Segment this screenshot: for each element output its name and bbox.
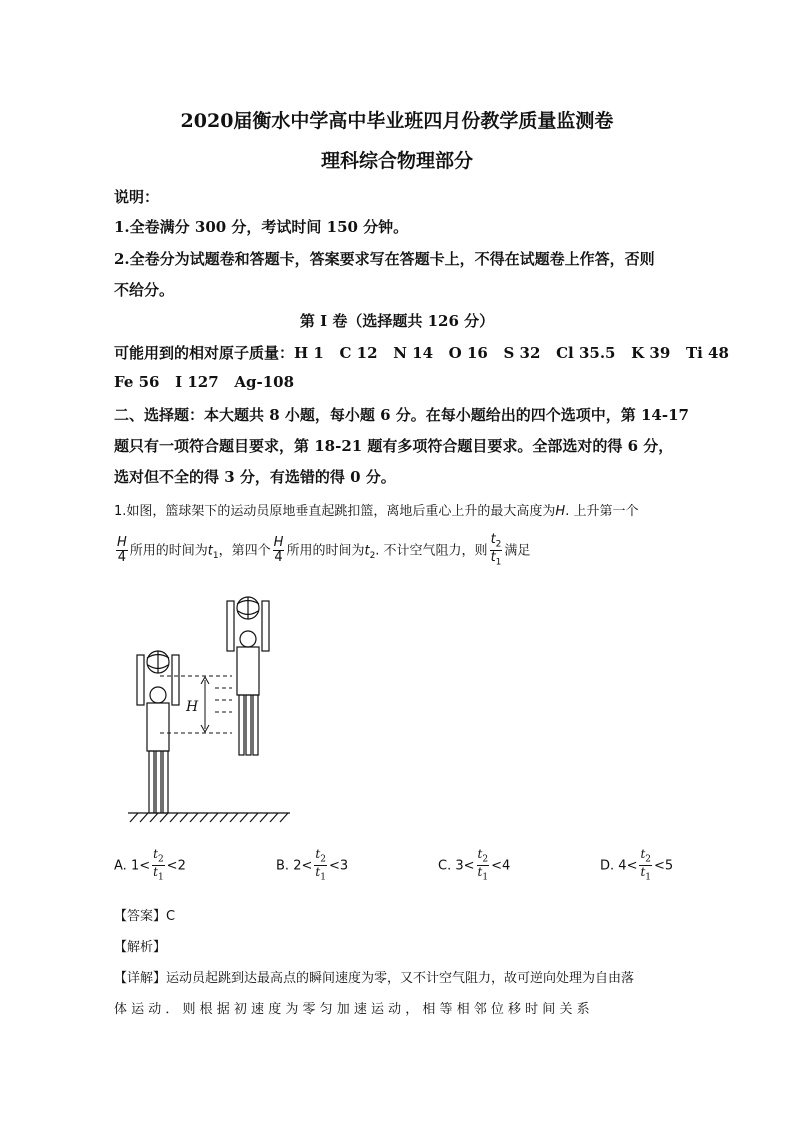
fraction-h-over-4: $\frac{H}{4}$: [117, 535, 127, 566]
answer-line: [114, 905, 175, 924]
atomic-mass-line1: 可能用到的相对原子质量：H 1 C 12 N 14 O 16 S 32 Cl 35.5 K 39 Ti 48: [114, 344, 729, 362]
detail-line1: 【详解】运动员起跳到达最高点的瞬间速度为零，又不计空气阻力，故可逆向处理为自由落: [114, 971, 635, 986]
ground-hatching: [130, 813, 288, 822]
option-c[interactable]: C. 3< $\frac{t_2}{t_1}$ <4: [438, 847, 511, 883]
height-arrow: [201, 677, 209, 732]
basketball-jump-figure: [120, 590, 300, 825]
fraction-t2-over-t1: $\frac{t_2}{t_1}$: [490, 532, 502, 569]
note-item-1: 1.全卷满分 300 分，考试时间 150 分钟。: [114, 218, 409, 236]
section-heading: 第 I 卷（选择题共 126 分）: [299, 312, 495, 330]
page-title: 2020届衡水中学高中毕业班四月份教学质量监测卷: [180, 110, 614, 132]
athlete-standing: [137, 651, 179, 813]
notes-label: 说明：: [114, 188, 160, 206]
analysis-label: 【解析】: [114, 940, 167, 955]
note-item-2-line2: 不给分。: [114, 281, 175, 299]
detail-line2: 体 运 动 ． 则 根 据 初 速 度 为 零 匀 加 速 运 动 ， 相 等 相 邻 位 移 时 间 关 系: [114, 1002, 590, 1017]
answer-label: 【答案】: [114, 909, 167, 924]
question-line1: 1.如图，篮球架下的运动员原地垂直起跳扣篮，离地后重心上升的最大高度为H. 上升第一个: [114, 504, 639, 519]
instructions-line2: 题只有一项符合题目要求，第 18-21 题有多项符合题目要求。全部选对的得 6 分，: [114, 437, 674, 455]
page-subtitle: 理科综合物理部分: [320, 150, 473, 172]
note-item-2-line1: 2.全卷分为试题卷和答题卡，答案要求写在答题卡上，不得在试题卷上作答，否则: [114, 250, 655, 268]
height-label: H: [186, 699, 199, 715]
option-b[interactable]: B. 2< $\frac{t_2}{t_1}$ <3: [276, 847, 349, 883]
detail-label: 【详解】: [114, 971, 167, 986]
instructions-line1: 二、选择题：本大题共 8 小题，每小题 6 分。在每小题给出的四个选项中，第 14-17: [114, 406, 689, 424]
athlete-jumping: [227, 597, 269, 755]
question-line2: $\frac{H}{4}$ 所用的时间为$t_1$，第四个 $\frac{H}{4}$ 所用的时间为$t_2$. 不计空气阻力，则 $\frac{t_2}{t_1}$ 满足: [117, 532, 531, 569]
atomic-mass-line2: Fe 56 I 127 Ag-108: [114, 373, 295, 391]
option-d[interactable]: D. 4< $\frac{t_2}{t_1}$ <5: [600, 847, 674, 883]
instructions-line3: 选对但不全的得 3 分，有选错的得 0 分。: [114, 468, 396, 486]
option-a[interactable]: A. 1< $\frac{t_2}{t_1}$ <2: [114, 847, 186, 883]
fraction-h-over-4-second: $\frac{H}{4}$: [273, 535, 284, 566]
answer-value: C: [166, 909, 176, 924]
